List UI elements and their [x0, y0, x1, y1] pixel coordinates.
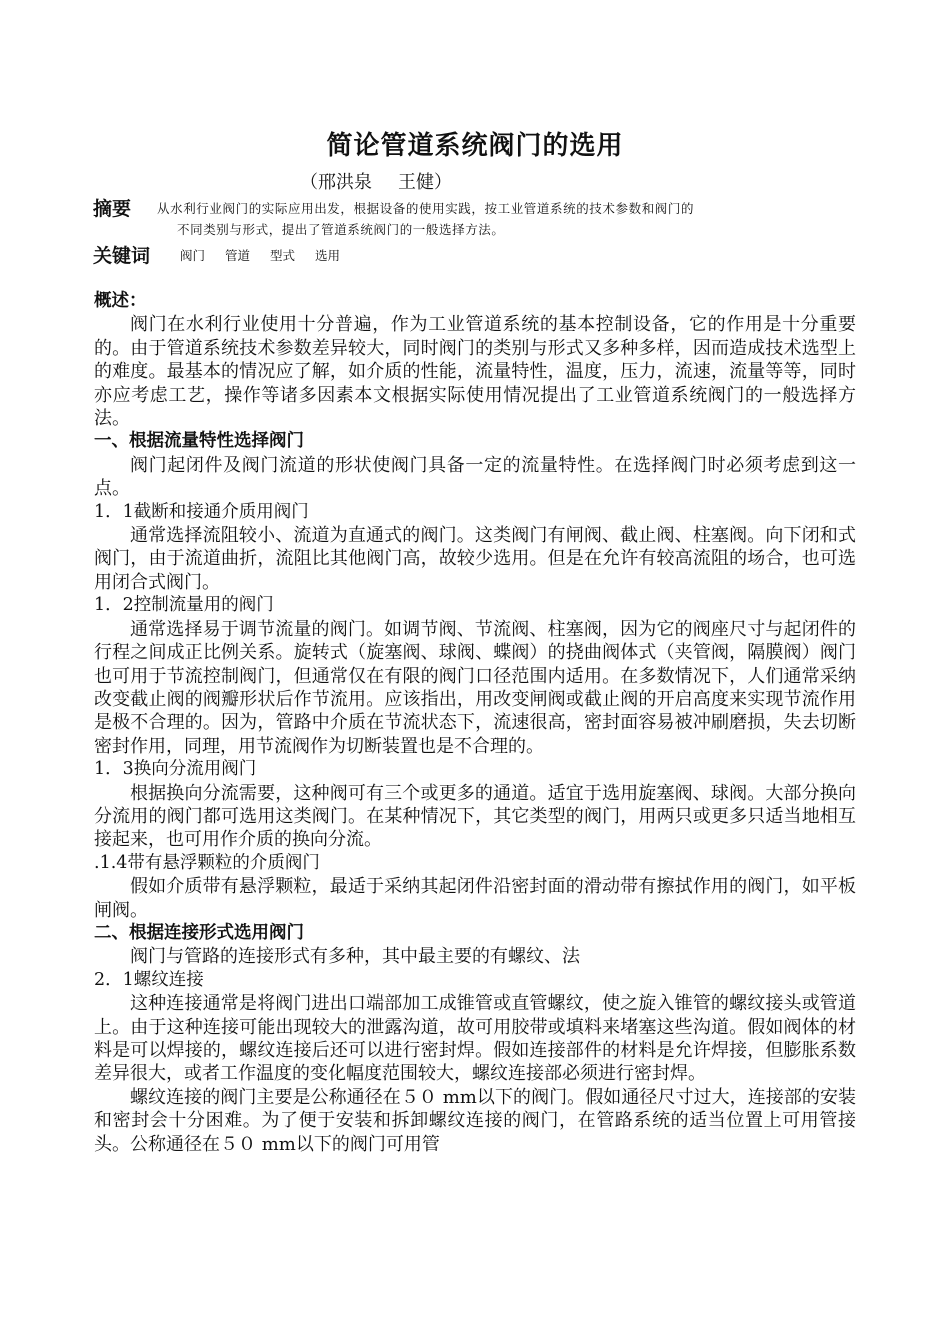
paragraph: 阀门在水利行业使用十分普遍，作为工业管道系统的基本控制设备，它的作用是十分重要的。由于管道系统技术参数差异较大，同时阀门的类别与形式又多种多样，因而造成技术选型上的难度。最基本的情况应了解，如介质的性能，流量特性，温度，压力，流速，流量等等，同时亦应考虑工艺，操作等诸多因素本文根据实际使用情况提出了工业管道系统阀门的一般选择方法。: [94, 314, 856, 430]
subsection-heading: .1.4带有悬浮颗粒的介质阀门: [94, 852, 320, 873]
document-body: [94, 290, 856, 1156]
abstract-label: 摘要: [93, 198, 132, 220]
section-heading: 一、根据流量特性选择阀门: [94, 431, 304, 452]
keyword: 管道: [225, 248, 251, 263]
doc-title: 简论管道系统阀门的选用: [326, 131, 624, 161]
abstract-text: [157, 198, 857, 240]
paragraph: 阀门与管路的连接形式有多种，其中最主要的有螺纹、法: [130, 946, 580, 968]
abstract-line-1: 从水利行业阀门的实际应用出发，根据设备的使用实践，按工业管道系统的技术参数和阀门的: [157, 201, 695, 216]
section-heading: 二、根据连接形式选用阀门: [94, 922, 304, 943]
subsection-heading: 1．1截断和接通介质用阀门: [94, 501, 309, 522]
paragraph: 螺纹连接的阀门主要是公称通径在５０ mm以下的阀门。假如通径尺寸过大，连接部的安装和密封会十分困难。为了便于安装和拆卸螺纹连接的阀门，在管路系统的适当位置上可用管接头。公称通径在５０ mm以下的阀门可用管: [94, 1086, 856, 1155]
keyword: 型式: [270, 248, 296, 263]
subsection-heading: 1．3换向分流用阀门: [94, 759, 257, 780]
subsection-heading: 1．2控制流量用的阀门: [94, 595, 274, 616]
paragraph: 通常选择易于调节流量的阀门。如调节阀、节流阀、柱塞阀，因为它的阀座尺寸与起闭件的行程之间成正比例关系。旋转式（旋塞阀、球阀、蝶阀）的挠曲阀体式（夹管阀，隔膜阀）阀门也可用于节流控制阀门，但通常仅在有限的阀门口径范围内适用。在多数情况下，人们通常采纳改变截止阀的阀瓣形状后作节流用。应该指出，用改变闸阀或截止阀的开启高度来实现节流作用是极不合理的。因为，管路中介质在节流状态下，流速很高，密封面容易被冲刷磨损，失去切断密封作用，同理，用节流阀作为切断装置也是不合理的。: [94, 618, 856, 757]
authors-second: 王健）: [398, 172, 452, 193]
authors: [300, 170, 452, 196]
keywords-label: 关键词: [93, 245, 151, 267]
paragraph: 假如介质带有悬浮颗粒，最适于采纳其起闭件沿密封面的滑动带有擦拭作用的阀门，如平板闸阀。: [94, 876, 856, 921]
paragraph: 阀门起闭件及阀门流道的形状使阀门具备一定的流量特性。在选择阀门时必须考虑到这一点。: [94, 454, 856, 500]
paragraph: 这种连接通常是将阀门进出口端部加工成锥管或直管螺纹，使之旋入锥管的螺纹接头或管道上。由于这种连接可能出现较大的泄露沟道，故可用胶带或填料来堵塞这些沟道。假如阀体的材料是可以焊接的，螺纹连接后还可以进行密封焊。假如连接部件的材料是允许焊接，但膨胀系数差异很大，或者工作温度的变化幅度范围较大，螺纹连接部必须进行密封焊。: [94, 993, 856, 1085]
keywords-list: [180, 246, 356, 266]
authors-first: （邢洪泉: [300, 172, 372, 193]
paragraph: 通常选择流阻较小、流道为直通式的阀门。这类阀门有闸阀、截止阀、柱塞阀。向下闭和式阀门，由于流道曲折，流阻比其他阀门高，故较少选用。但是在允许有较高流阻的场合，也可选用闭合式阀门。: [94, 525, 856, 593]
paragraph: 根据换向分流需要，这种阀可有三个或更多的通道。适宜于选用旋塞阀、球阀。大部分换向分流用的阀门都可选用这类阀门。在某种情况下，其它类型的阀门，用两只或更多只适当地相互接起来，也可用作介质的换向分流。: [94, 782, 856, 851]
section-heading: 概述：: [94, 291, 147, 311]
abstract-line-2: 不同类别与形式，提出了管道系统阀门的一般选择方法。: [177, 222, 505, 237]
keyword: 选用: [315, 248, 341, 263]
subsection-heading: 2．1螺纹连接: [94, 969, 204, 990]
keyword: 阀门: [180, 248, 206, 263]
